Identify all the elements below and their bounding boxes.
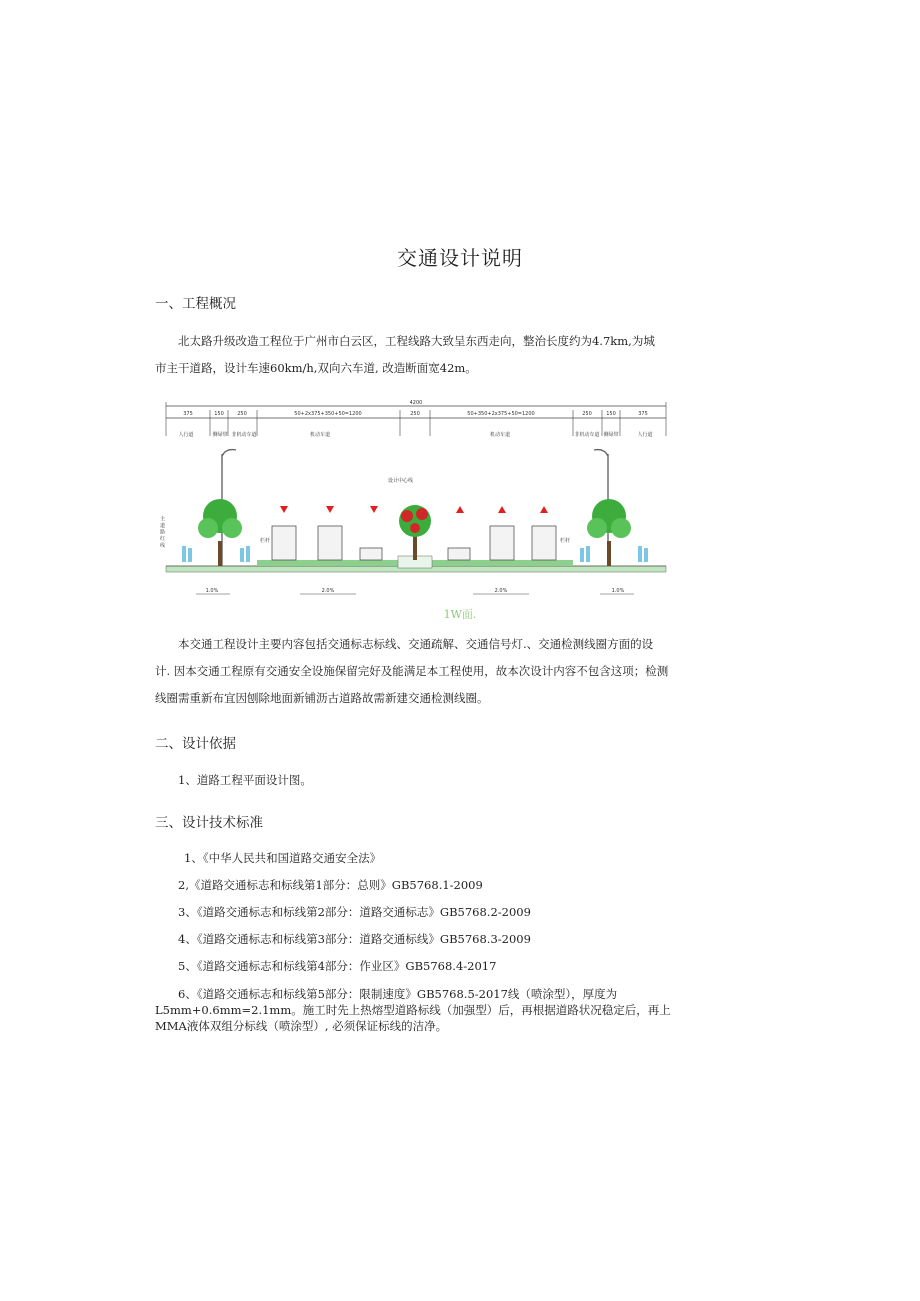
dim-label: 150 bbox=[214, 411, 224, 417]
pedestrians-left bbox=[182, 546, 250, 562]
zone-label: 人行道 bbox=[637, 432, 653, 438]
zone-label: 机动车道 bbox=[489, 432, 511, 438]
zone-label: 非机动车道 bbox=[574, 432, 600, 438]
dim-label: 250 bbox=[410, 411, 420, 417]
slope-label: 1.0% bbox=[205, 588, 219, 594]
truck-left-1 bbox=[272, 526, 296, 560]
pedestrians-right bbox=[580, 546, 648, 562]
tree-right bbox=[587, 499, 631, 566]
overview-para2-line1: 本交通工程设计主要内容包括交通标志标线、交通疏解、交通信号灯.、交通检测线圈方面的设 bbox=[178, 637, 654, 651]
road-surface-right bbox=[430, 560, 573, 566]
zone-label: 人行道 bbox=[178, 432, 194, 438]
truck-right-1 bbox=[490, 526, 514, 560]
zone-label: 非机动车道 bbox=[231, 432, 257, 438]
overview-para2-line2: 计. 因本交通工程原有交通安全设施保留完好及能满足本工程使用，故本次设计内容不包含这项；检测 bbox=[155, 664, 669, 678]
slope-label: 2.0% bbox=[321, 588, 335, 594]
standard-item-4: 4、《道路交通标志和标线第3部分：道路交通标线》GB5768.3-2009 bbox=[178, 932, 531, 946]
basis-item-1: 1、道路工程平面设计图。 bbox=[178, 773, 312, 787]
standard-item-5: 5、《道路交通标志和标线第4部分：作业区》GB5768.4-2017 bbox=[178, 959, 497, 973]
railing-label-left: 栏杆 bbox=[260, 538, 271, 544]
slope-label: 1.0% bbox=[611, 588, 625, 594]
dim-label: 250 bbox=[237, 411, 247, 417]
tree-left bbox=[198, 499, 242, 566]
railing-label-right: 栏杆 bbox=[560, 538, 571, 544]
overview-para1-line2: 市主干道路，设计车速60km/h,双向六车道, 改造断面宽42m。 bbox=[155, 361, 477, 375]
total-width-label: 4200 bbox=[409, 400, 423, 406]
page-title: 交通设计说明 bbox=[397, 246, 523, 270]
standard-item-6-line2: L5mm+0.6mm=2.1mm。施工时先上热熔型道路标线（加强型）后，再根据道路状况稳定后，再上 bbox=[155, 1003, 671, 1017]
car-left bbox=[360, 548, 382, 560]
standard-item-1: 1、《中华人民共和国道路交通安全法》 bbox=[184, 851, 382, 865]
slope-label: 2.0% bbox=[494, 588, 508, 594]
section-heading-standards: 三、设计技术标准 bbox=[155, 815, 263, 831]
section-heading-basis: 二、设计依据 bbox=[155, 736, 236, 752]
standard-item-2: 2,《道路交通标志和标线第1部分：总则》GB5768.1-2009 bbox=[178, 878, 483, 892]
dim-label: 375 bbox=[183, 411, 193, 417]
standard-item-6-line1: 6、《道路交通标志和标线第5部分：限制速度》GB5768.5-2017线（喷涂型），厚度为 bbox=[178, 987, 618, 1001]
truck-right-2 bbox=[532, 526, 556, 560]
overview-para1-line1: 北太路升级改造工程位于广州市白云区，工程线路大致呈东西走向，整治长度约为4.7km,为城 bbox=[178, 334, 655, 348]
dim-label: 50+2x375+350+50=1200 bbox=[294, 411, 362, 417]
zone-label: 侧绿带 bbox=[603, 432, 619, 438]
standard-item-3: 3、《道路交通标志和标线第2部分：道路交通标志》GB5768.2-2009 bbox=[178, 905, 531, 919]
overview-para2-line3: 线圈需重新布宜因刨除地面新铺沥古道路故需新建交通检测线圈。 bbox=[155, 691, 489, 705]
dim-label: 375 bbox=[638, 411, 648, 417]
truck-left-2 bbox=[318, 526, 342, 560]
tree-median bbox=[399, 505, 431, 560]
dim-ticks bbox=[166, 402, 666, 436]
standard-item-6-line3: MMA液体双组分标线（喷涂型）, 必须保证标线的洁净。 bbox=[155, 1019, 448, 1033]
side-label: 主 道 路 红 线 bbox=[159, 516, 165, 548]
dim-label: 150 bbox=[606, 411, 616, 417]
figure-caption: 1W面. bbox=[443, 608, 477, 621]
dim-label: 50+350+2x375+50=1200 bbox=[467, 411, 535, 417]
dim-label: 250 bbox=[582, 411, 592, 417]
section-heading-overview: 一、工程概况 bbox=[155, 296, 236, 312]
car-right bbox=[448, 548, 470, 560]
zone-label: 侧绿带 bbox=[212, 432, 228, 438]
road-surface-left bbox=[257, 560, 400, 566]
road-cross-section-figure bbox=[160, 396, 670, 602]
zone-label: 机动车道 bbox=[309, 432, 331, 438]
center-line-label: 设计中心线 bbox=[388, 478, 414, 484]
